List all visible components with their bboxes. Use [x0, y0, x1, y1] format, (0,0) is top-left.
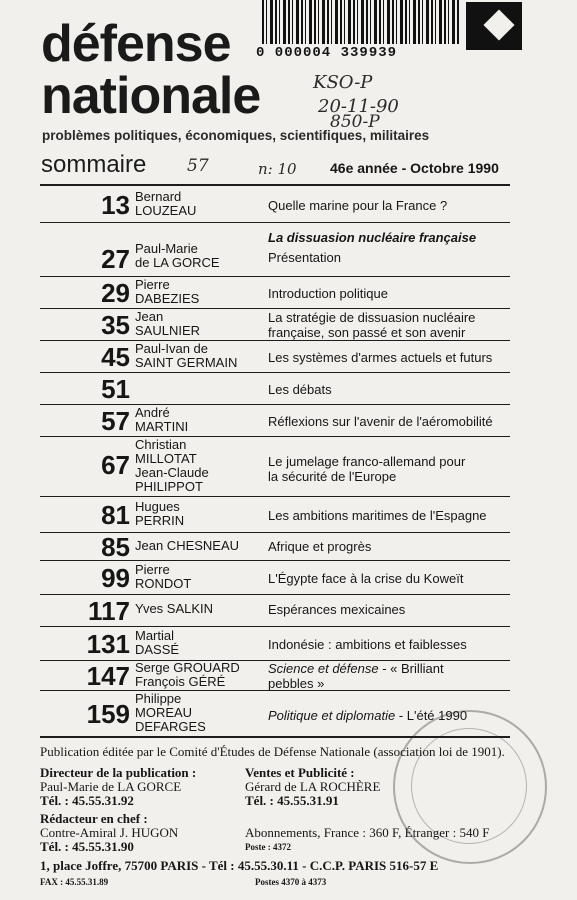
toc-entry	[40, 340, 510, 373]
toc-entry	[40, 436, 510, 497]
article-title: Afrique et progrès	[268, 539, 372, 554]
article-title: Introduction politique	[268, 286, 388, 301]
sales-name: Gérard de LA ROCHÈRE	[245, 779, 381, 794]
subscriptions: Abonnements, France : 360 F, Étranger : 540 F	[245, 825, 490, 840]
toc-entry	[40, 372, 510, 405]
author-name: Pierre RONDOT	[135, 562, 192, 591]
page-number: 85	[101, 532, 130, 562]
handwritten-line1: KSO-P	[313, 72, 373, 93]
poste-1: Poste : 4372	[245, 842, 291, 852]
author-name: Paul-Ivan de SAINT GERMAIN	[135, 341, 238, 370]
article-title: Indonésie : ambitions et faiblesses	[268, 637, 467, 652]
publication-line: Publication éditée par le Comité d'Études de Défense Nationale (association loi de 1901).	[40, 744, 505, 759]
page-number: 57	[101, 406, 130, 436]
masthead-title-line2: nationale	[41, 67, 261, 125]
article-title: La stratégie de dissuasion nucléaire française, son passé et son avenir	[268, 310, 476, 340]
article-title: Science et défense - « Brilliant pebbles »	[268, 661, 444, 691]
author-name: Philippe MOREAU DEFARGES	[135, 691, 206, 734]
barcode	[262, 0, 460, 44]
toc-entry	[40, 532, 510, 561]
article-title: L'Égypte face à la crise du Koweït	[268, 571, 464, 586]
page-number: 67	[101, 450, 130, 480]
article-title: Les ambitions maritimes de l'Espagne	[268, 508, 487, 523]
page-number: 147	[86, 661, 130, 691]
director-tel: Tél. : 45.55.31.92	[40, 793, 134, 808]
toc-entry	[40, 276, 510, 309]
article-title: Quelle marine pour la France ?	[268, 198, 448, 213]
editor-name: Contre-Amiral J. HUGON	[40, 825, 179, 840]
article-title: Espérances mexicaines	[268, 602, 406, 617]
toc-entry	[40, 560, 510, 595]
page-number: 51	[101, 374, 130, 404]
editor-tel: Tél. : 45.55.31.90	[40, 839, 134, 854]
page-number: 117	[88, 596, 130, 626]
toc-entry	[40, 308, 510, 341]
article-title: Présentation	[268, 250, 341, 265]
sales-label: Ventes et Publicité :	[245, 765, 355, 780]
author-name: Hugues PERRIN	[135, 499, 185, 528]
author-name: Martial DASSÉ	[135, 628, 180, 657]
director-name: Paul-Marie de LA GORCE	[40, 779, 182, 794]
article-title: Politique et diplomatie - L'été 1990	[268, 708, 468, 723]
masthead-title-line1: défense	[41, 15, 231, 73]
toc-entry	[40, 496, 510, 533]
article-title: Les débats	[268, 382, 332, 397]
masthead-subtitle: problèmes politiques, économiques, scientifiques, militaires	[42, 128, 430, 143]
handwritten-n-mark: n: 10	[258, 160, 297, 178]
author-name: Christian MILLOTAT Jean-Claude PHILIPPOT	[135, 437, 209, 494]
author-name: Paul-Marie de LA GORCE	[135, 241, 220, 270]
issue-date: 46e année - Octobre 1990	[330, 160, 499, 176]
toc-entry	[40, 594, 510, 627]
page-number: 29	[101, 278, 130, 308]
author-name: Pierre DABEZIES	[135, 277, 200, 306]
page-number: 81	[101, 500, 130, 530]
page-number: 45	[101, 342, 130, 372]
address-line: 1, place Joffre, 75700 PARIS - Tél : 45.55.30.11 - C.C.P. PARIS 516-57 E	[40, 858, 439, 873]
page-number: 159	[86, 699, 130, 729]
page-number: 35	[101, 310, 130, 340]
section-header: La dissuasion nucléaire française	[268, 230, 477, 245]
author-name: Jean CHESNEAU	[135, 538, 240, 553]
publisher-logo-icon	[466, 2, 522, 50]
toc-entry	[40, 222, 510, 277]
article-title: Les systèmes d'armes actuels et futurs	[268, 350, 493, 365]
author-name: Bernard LOUZEAU	[135, 189, 197, 218]
handwritten-line3: 850-P	[330, 112, 380, 132]
author-name: André MARTINI	[135, 405, 189, 434]
toc-entry	[40, 404, 510, 437]
author-name: Serge GROUARD François GÉRÉ	[135, 660, 240, 689]
toc-entry	[40, 626, 510, 661]
barcode-number: 0 000004 339939	[256, 45, 398, 61]
page-number: 27	[101, 244, 130, 274]
toc-entry	[40, 660, 510, 691]
editor-label: Rédacteur en chef :	[40, 811, 148, 826]
toc-entry	[40, 186, 510, 223]
director-label: Directeur de la publication :	[40, 765, 197, 780]
page-number: 13	[101, 190, 130, 220]
fax-line: FAX : 45.55.31.89	[40, 877, 109, 887]
handwritten-line2: 20-11-90	[318, 96, 399, 117]
sommaire-title: sommaire	[41, 151, 147, 178]
article-title: Réflexions sur l'avenir de l'aéromobilité	[268, 414, 493, 429]
handwritten-sommaire-mark: 57	[187, 156, 209, 176]
poste-2: Postes 4370 à 4373	[255, 877, 327, 887]
library-stamp	[393, 710, 547, 864]
sales-tel: Tél. : 45.55.31.91	[245, 793, 339, 808]
author-name: Jean SAULNIER	[135, 309, 201, 338]
article-title: Le jumelage franco-allemand pour la sécurité de l'Europe	[268, 454, 466, 484]
page-number: 99	[101, 563, 130, 593]
page-number: 131	[86, 629, 130, 659]
author-name: Yves SALKIN	[135, 601, 214, 616]
